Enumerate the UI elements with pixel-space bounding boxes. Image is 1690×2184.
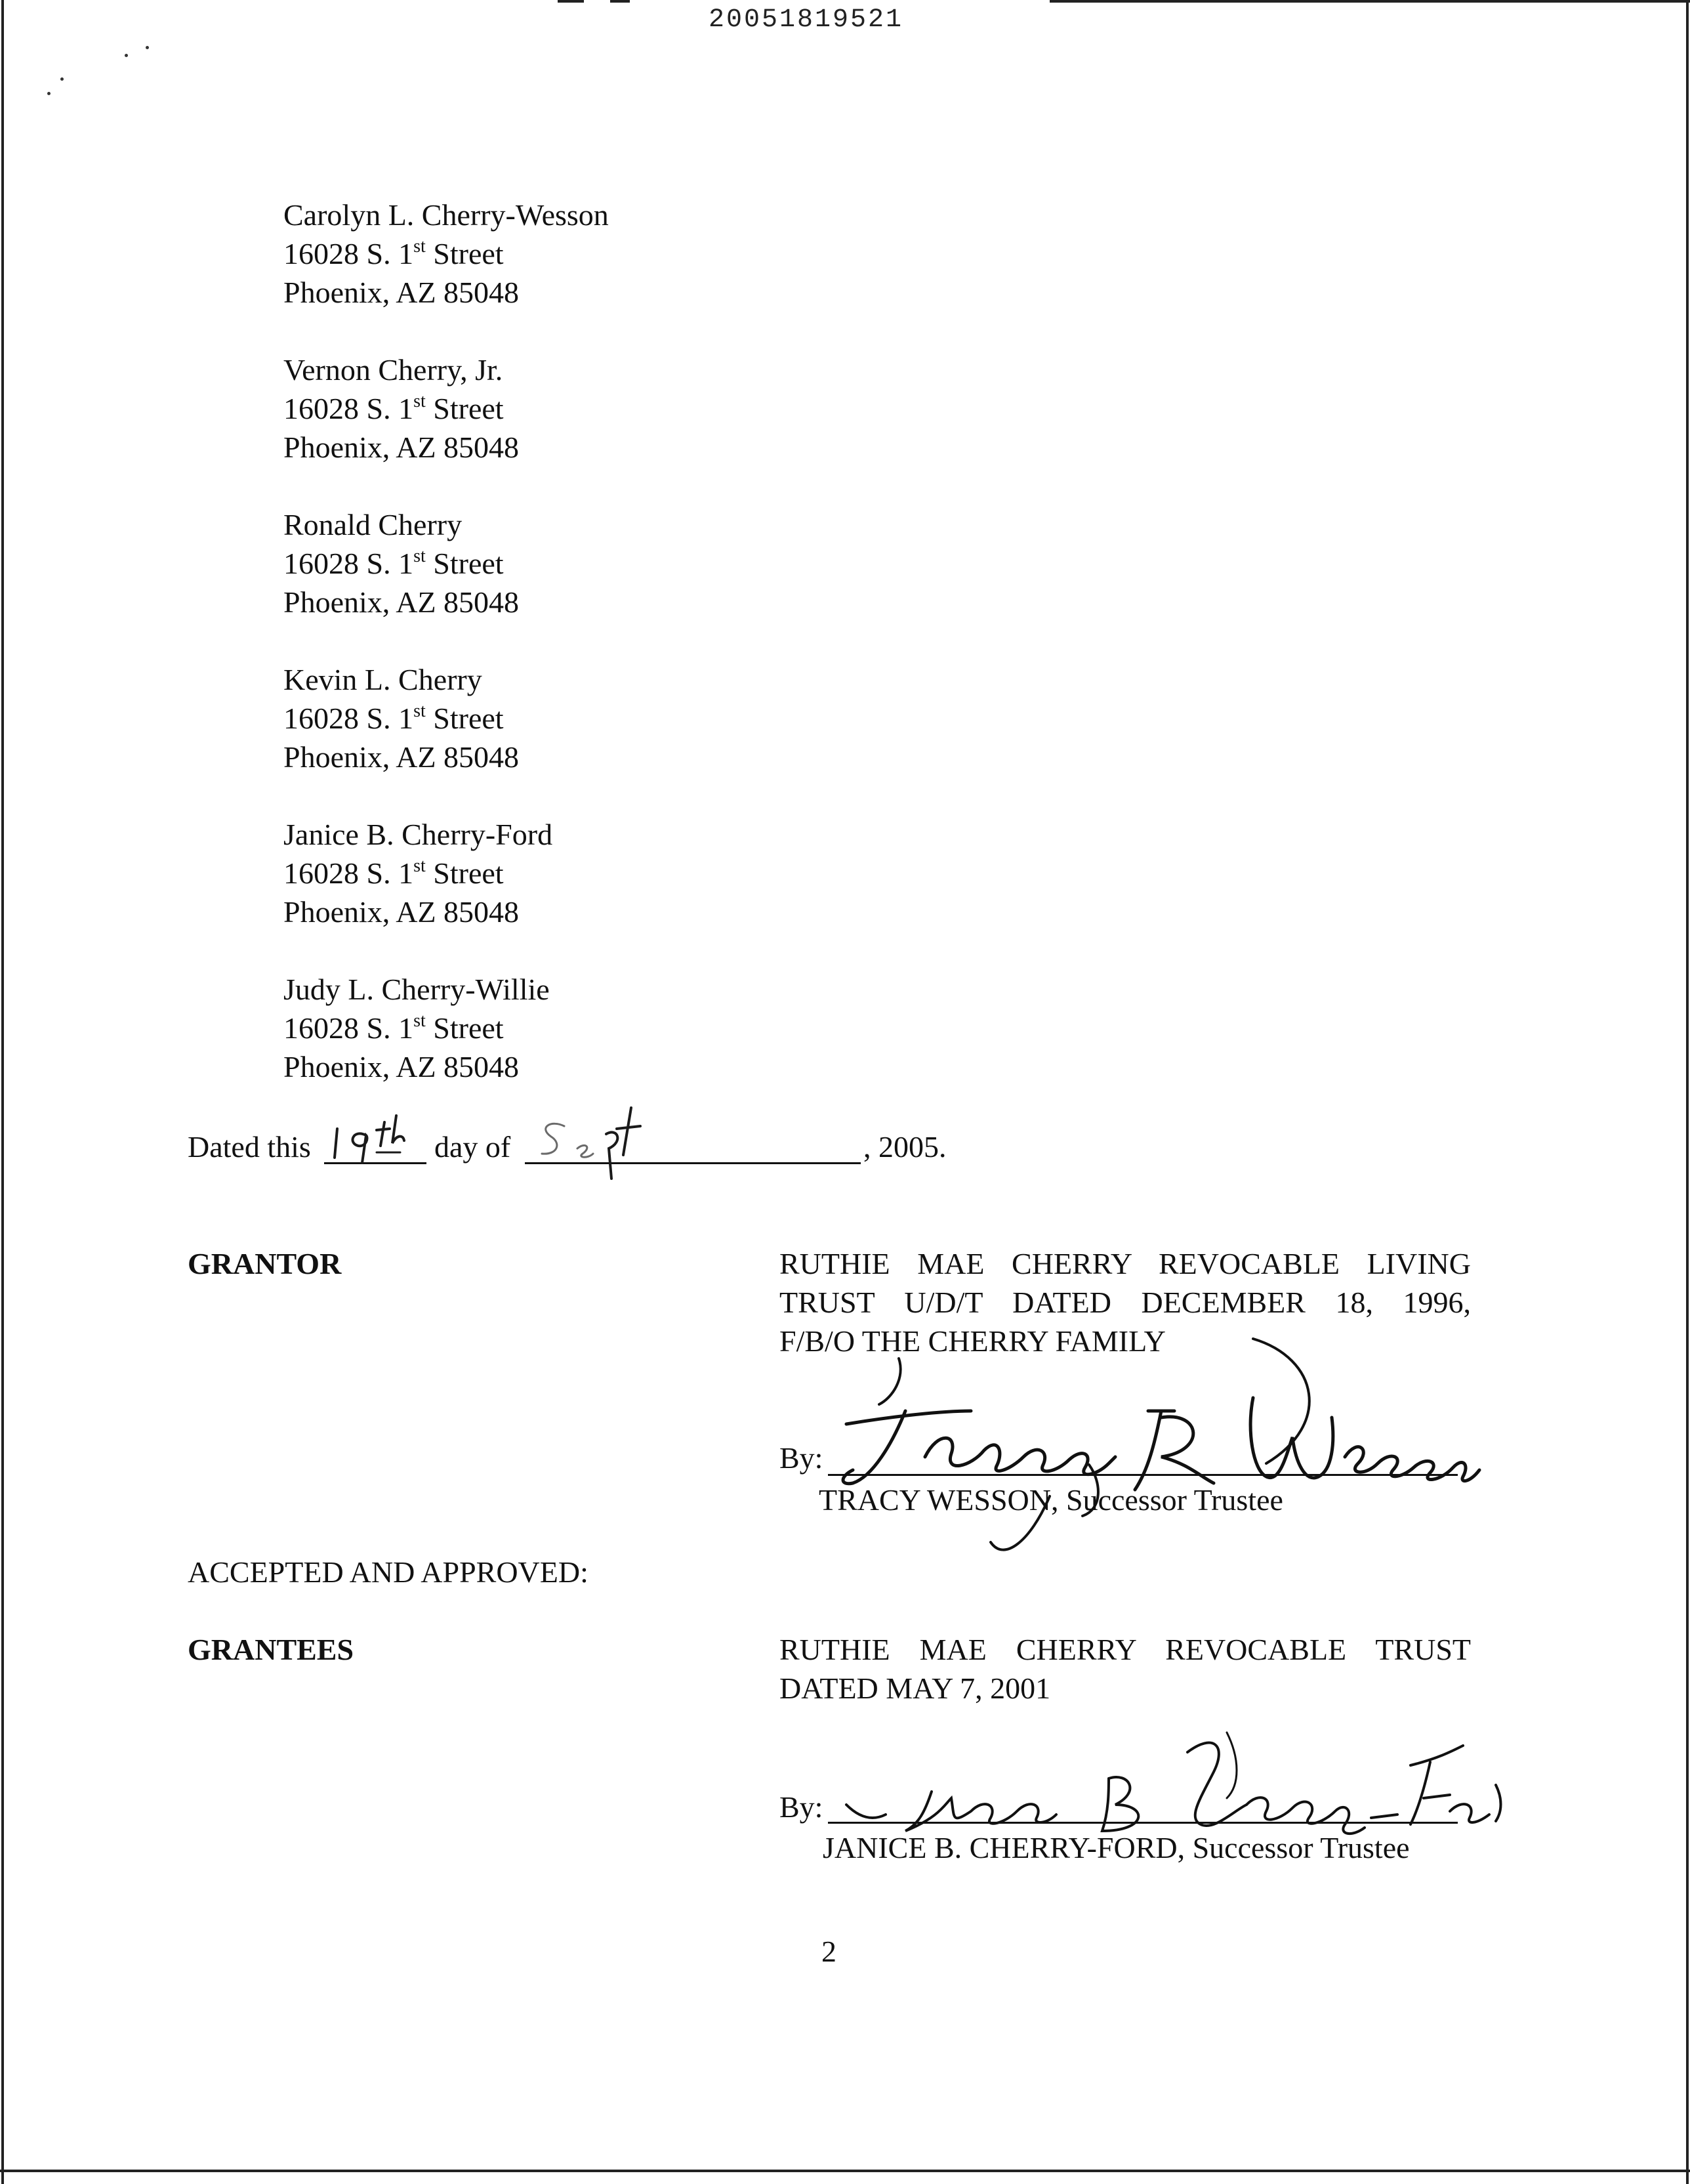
month-handwriting [525,1100,689,1192]
grantees-signer: JANICE B. CHERRY-FORD, Successor Trustee [823,1831,1410,1864]
grantor-by-label: By: [779,1441,823,1475]
grantor-trust-line: RUTHIE MAE CHERRY REVOCABLE LIVING [779,1247,1471,1280]
grantees-label: GRANTEES [188,1633,354,1666]
recipient-address-block [283,970,550,1086]
grantor-signer: TRACY WESSON, Successor Trustee [819,1483,1283,1517]
recipient-address-block [283,350,519,467]
recipient-name: Kevin L. Cherry [283,663,482,696]
recipient-name: Vernon Cherry, Jr. [283,353,503,387]
recipient-name: Ronald Cherry [283,508,463,541]
recipient-street: 16028 S. 1st Street [283,856,504,890]
scan-speck [60,77,64,81]
page-number: 2 [821,1935,836,1968]
scan-edge-bottom [0,2170,1690,2172]
recipient-street: 16028 S. 1st Street [283,701,504,735]
grantor-signature [807,1319,1489,1568]
grantor-label: GRANTOR [188,1247,342,1280]
recipient-city: Phoenix, AZ 85048 [283,276,520,309]
grantor-trust-line: TRUST U/D/T DATED DECEMBER 18, 1996, [779,1286,1471,1319]
scan-edge-right [1686,0,1689,2184]
recipient-name: Janice B. Cherry-Ford [283,818,553,851]
scan-mark [558,0,584,3]
recipient-city: Phoenix, AZ 85048 [283,895,520,929]
document-number: 20051819521 [709,5,904,35]
recipient-street: 16028 S. 1st Street [283,1011,504,1045]
accepted-approved-label: ACCEPTED AND APPROVED: [188,1555,588,1589]
grantees-trust-line: DATED MAY 7, 2001 [779,1671,1051,1705]
grantor-trust-line: F/B/O THE CHERRY FAMILY [779,1324,1166,1358]
scan-mark [610,0,630,3]
recipient-address-block [283,505,519,621]
day-handwriting [328,1109,433,1168]
scan-speck [47,92,51,95]
recipient-city: Phoenix, AZ 85048 [283,585,520,619]
recipient-address-block [283,196,609,312]
recipient-street: 16028 S. 1st Street [283,391,504,425]
recipient-city: Phoenix, AZ 85048 [283,740,520,774]
scan-edge-top [1050,0,1690,3]
recipient-city: Phoenix, AZ 85048 [283,1050,520,1083]
dated-prefix: Dated this [188,1130,311,1164]
recipient-address-block [283,815,552,931]
scan-speck [125,54,128,57]
recipient-city: Phoenix, AZ 85048 [283,430,520,464]
recipient-address-block [283,660,519,776]
grantees-trust-line: RUTHIE MAE CHERRY REVOCABLE TRUST [779,1633,1471,1666]
grantees-by-label: By: [779,1790,823,1824]
recipient-name: Carolyn L. Cherry-Wesson [283,198,609,232]
dated-suffix: , 2005. [863,1130,947,1164]
recipient-name: Judy L. Cherry-Willie [283,973,550,1006]
scan-edge-left [1,0,4,2184]
grantees-trust-name [779,1630,1471,1708]
recipient-street: 16028 S. 1st Street [283,236,504,270]
dated-middle: day of [434,1130,511,1164]
recipient-street: 16028 S. 1st Street [283,546,504,580]
scan-speck [146,46,149,49]
